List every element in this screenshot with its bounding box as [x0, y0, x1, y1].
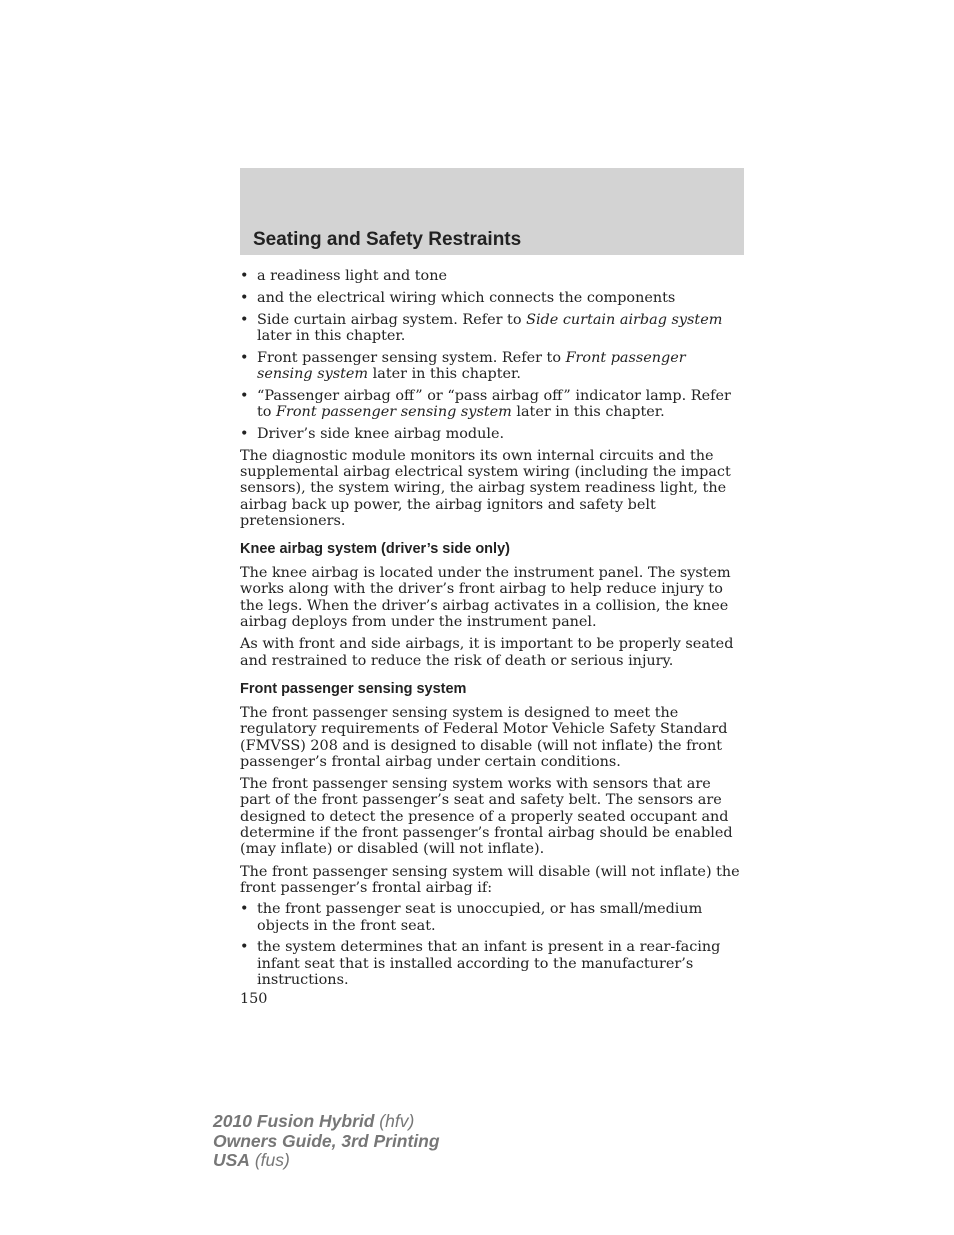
heading-knee-airbag: Knee airbag system (driver’s side only) — [240, 541, 510, 558]
list-item: • Driver’s side knee airbag module. — [240, 426, 744, 442]
page-number: 150 — [240, 991, 268, 1008]
list-item: • “Passenger airbag off” or “pass airbag off” indicator lamp. Refer to Front passenger sensing system later in this chapter. — [240, 388, 744, 421]
document-footer — [213, 1112, 440, 1171]
list-item: • a readiness light and tone — [240, 268, 744, 284]
cross-reference: Front passenger sensing system — [276, 404, 512, 421]
list-item: • the front passenger seat is unoccupied, or has small/medium objects in the front seat. — [240, 901, 744, 934]
cross-reference: Side curtain airbag system — [526, 311, 723, 328]
paragraph: The front passenger sensing system works with sensors that are part of the front passenger’s seat and safety belt. The sensors are designed to detect the presence of a properly seated occupant and determine if the front passenger’s frontal airbag should be enabled (may inflate) or disabled (will not inflate). — [240, 776, 733, 858]
list-item: • the system determines that an infant is present in a rear-facing infant seat that is installed according to the manufacturer’s instructions. — [240, 939, 744, 988]
paragraph: As with front and side airbags, it is important to be properly seated and restrained to reduce the risk of death or serious injury. — [240, 636, 734, 669]
paragraph: The knee airbag is located under the instrument panel. The system works along with the driver’s front airbag to help reduce injury to the legs. When the driver’s airbag activates in a collision, the knee airbag deploys from under the instrument panel. — [240, 565, 731, 631]
component-list — [240, 268, 744, 442]
section-header — [240, 168, 744, 255]
list-item: • Front passenger sensing system. Refer to Front passenger sensing system later in this chapter. — [240, 350, 744, 383]
section-title: Seating and Safety Restraints — [253, 229, 522, 250]
page-content — [240, 268, 744, 1007]
footer-line: Owners Guide, 3rd Printing — [213, 1130, 440, 1151]
list-item: • and the electrical wiring which connects the components — [240, 290, 744, 306]
paragraph: The front passenger sensing system is designed to meet the regulatory requirements of Federal Motor Vehicle Safety Standard (FMVSS) 208 and is designed to disable (will not inflate) the front passenger’s frontal airbag under certain conditions. — [240, 704, 728, 770]
cross-reference: Front passenger sensing system — [257, 349, 686, 382]
footer-line: 2010 Fusion Hybrid (hfv) — [213, 1111, 415, 1131]
paragraph: The front passenger sensing system will disable (will not inflate) the front passenger’s frontal airbag if: — [240, 863, 740, 896]
heading-front-passenger-sensing: Front passenger sensing system — [240, 680, 467, 697]
paragraph-diagnostic: The diagnostic module monitors its own internal circuits and the supplemental airbag electrical system wiring (including the impact sensors), the system wiring, the airbag system readiness light, the airbag back up power, the airbag ignitors and safety belt pretensioners. — [240, 447, 731, 529]
list-item: • Side curtain airbag system. Refer to Side curtain airbag system later in this chapter. — [240, 312, 744, 345]
disable-conditions-list — [240, 901, 744, 988]
footer-line: USA (fus) — [213, 1150, 290, 1170]
